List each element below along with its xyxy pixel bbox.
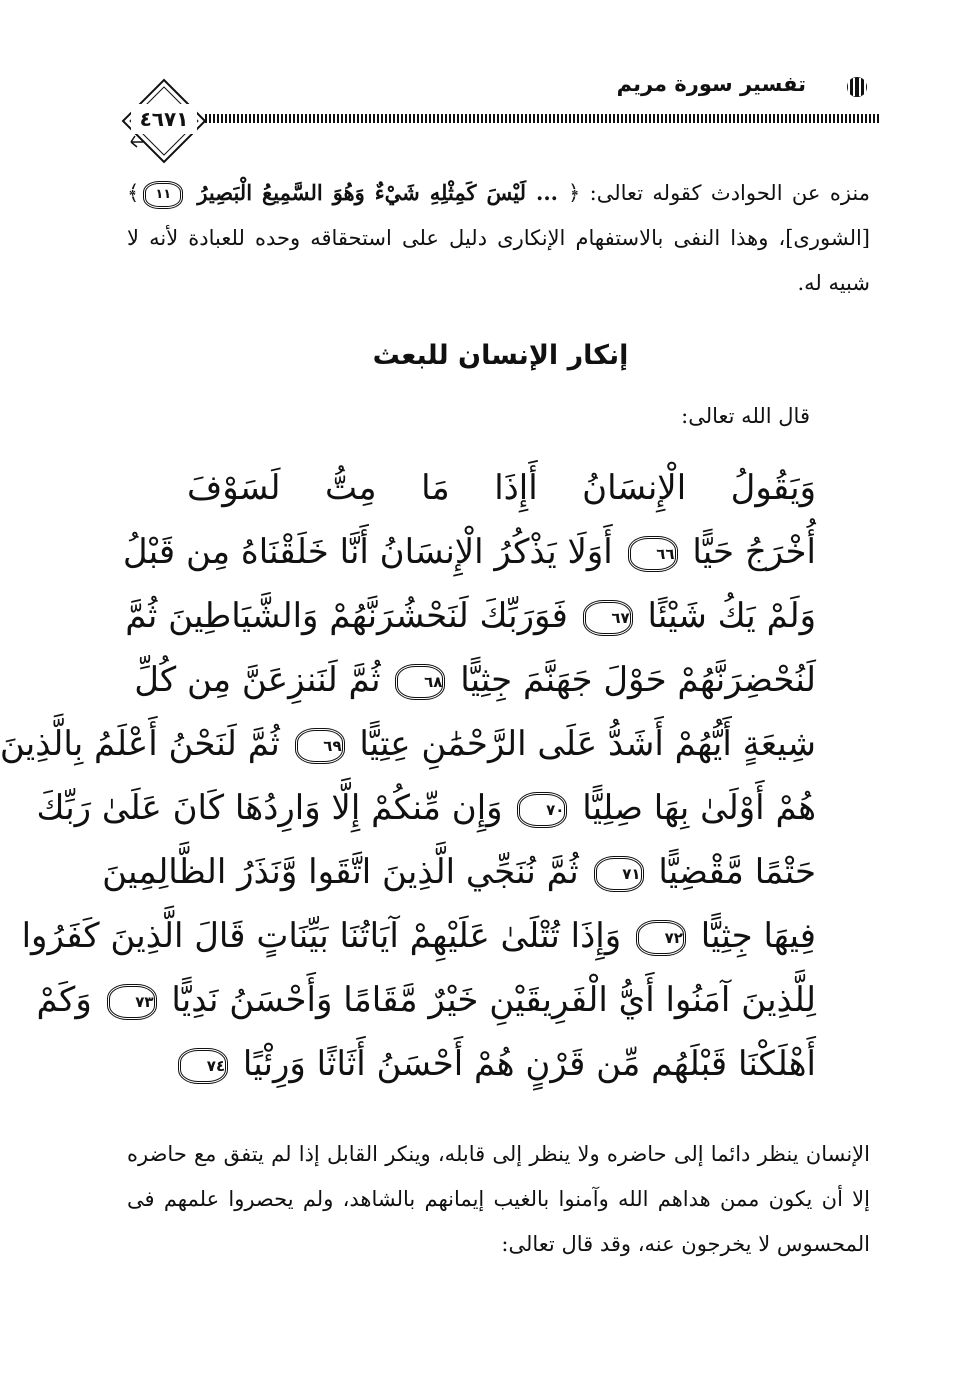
verse-text: أَهْلَكْنَا قَبْلَهُم مِّن قَرْنٍ هُمْ أَحْسَنُ أَثَاثًا وَرِئْيًا	[232, 1044, 816, 1084]
ayah-marker: ١١	[143, 181, 183, 209]
ornament-icon	[844, 74, 870, 100]
ayah-marker: ٦٨	[395, 664, 445, 700]
paragraph-1	[127, 170, 870, 306]
ayah-marker: ٧٤	[178, 1048, 228, 1084]
paragraph-2: الإنسان ينظر دائما إلى حاضره ولا ينظر إلى قابله، وينكر القابل إذا لم يتفق مع حاضره إلا أن يكون ممن هداهم الله وآمنوا بالغيب إيمانهم بالشاهد، ولم يحصروا علمهم فى المحسوس لا يخرجون عنه، وقد قال تعالى:	[127, 1142, 870, 1256]
verse-text: فِيهَا جِثِيًّا	[689, 916, 816, 956]
ayah-marker: ٧٠	[517, 792, 567, 828]
verse-text: أُخْرَجُ حَيًّا	[681, 532, 816, 572]
verse-text: وَإِن مِّنكُمْ إِلَّا وَارِدُهَا كَانَ عَلَىٰ رَبِّكَ	[36, 788, 514, 828]
quran-line	[36, 968, 816, 1032]
quran-line	[21, 904, 816, 968]
ayah-marker: ٦٧	[583, 600, 633, 636]
verse-text: لَنُحْضِرَنَّهُمْ حَوْلَ جَهَنَّمَ جِثِيًّا	[449, 660, 816, 700]
quran-line	[187, 1032, 816, 1096]
quote-open-bracket: ﴿	[567, 181, 581, 205]
verse-text: ثُمَّ لَنَحْنُ أَعْلَمُ بِالَّذِينَ	[0, 724, 291, 764]
verse-text: وَلَمْ يَكُ شَيْئًا	[636, 596, 816, 636]
page-number: ٤٦٧١	[131, 104, 197, 134]
section-heading: إنكار الإنسان للبعث	[372, 340, 629, 371]
verse-text: أَوَلَا يَذْكُرُ الْإِنسَانُ أَنَّا خَلَقْنَاهُ مِن قَبْلُ	[122, 532, 624, 572]
quran-line	[0, 712, 816, 776]
header-title: تفسير سورة مريم	[616, 72, 806, 96]
verse-text: ثُمَّ نُنَجِّي الَّذِينَ اتَّقَوا وَّنَذَرُ الظَّالِمِينَ	[102, 852, 590, 892]
quoted-verse: ... لَيْسَ كَمِثْلِهِ شَيْءٌ وَهُوَ السَّمِيعُ الْبَصِيرُ	[187, 180, 568, 205]
verse-text: شِيعَةٍ أَيُّهُمْ أَشَدُّ عَلَى الرَّحْمَٰنِ عِتِيًّا	[348, 724, 816, 764]
ayah-marker: ٧٢	[636, 920, 686, 956]
verse-text: وَكَمْ	[36, 980, 103, 1020]
page-header	[47, 0, 954, 170]
paragraph-1-lead: منزه عن الحوادث كقوله تعالى:	[580, 181, 870, 205]
intro-text: قال الله تعالى:	[681, 404, 810, 428]
quran-line	[36, 776, 816, 840]
verse-text: وَإِذَا تُتْلَىٰ عَلَيْهِمْ آيَاتُنَا بَيِّنَاتٍ قَالَ الَّذِينَ كَفَرُوا	[21, 916, 632, 956]
ayah-marker: ٧١	[594, 856, 644, 892]
ayah-marker: ٧٣	[107, 984, 157, 1020]
verse-text: فَوَرَبِّكَ لَنَحْشُرَنَّهُمْ وَالشَّيَاطِينَ ثُمَّ	[125, 596, 579, 636]
quote-close-bracket: ﴾	[127, 181, 140, 205]
header-rule	[205, 114, 880, 123]
quran-line	[134, 648, 816, 712]
quran-line	[125, 584, 816, 648]
quran-line	[122, 520, 816, 584]
paragraph-1-rest: [الشورى]، وهذا النفى بالاستفهام الإنكارى دليل على استحقاقه وحده للعبادة لأنه لا شبيه له.	[127, 226, 870, 295]
quran-line	[187, 456, 816, 520]
verse-text: لِلَّذِينَ آمَنُوا أَيُّ الْفَرِيقَيْنِ خَيْرٌ مَّقَامًا وَأَحْسَنُ نَدِيًّا	[160, 980, 816, 1020]
quran-block	[0, 456, 816, 1096]
quran-line	[102, 840, 816, 904]
verse-text: هُمْ أَوْلَىٰ بِهَا صِلِيًّا	[571, 788, 816, 828]
verse-text: حَتْمًا مَّقْضِيًّا	[647, 852, 816, 892]
ayah-marker: ٦٦	[628, 536, 678, 572]
ayah-marker: ٦٩	[295, 728, 345, 764]
verse-text: وَيَقُولُ الْإِنسَانُ أَإِذَا مَا مِتُّ لَسَوْفَ	[187, 468, 816, 508]
verse-text: ثُمَّ لَنَنزِعَنَّ مِن كُلِّ	[134, 660, 392, 700]
